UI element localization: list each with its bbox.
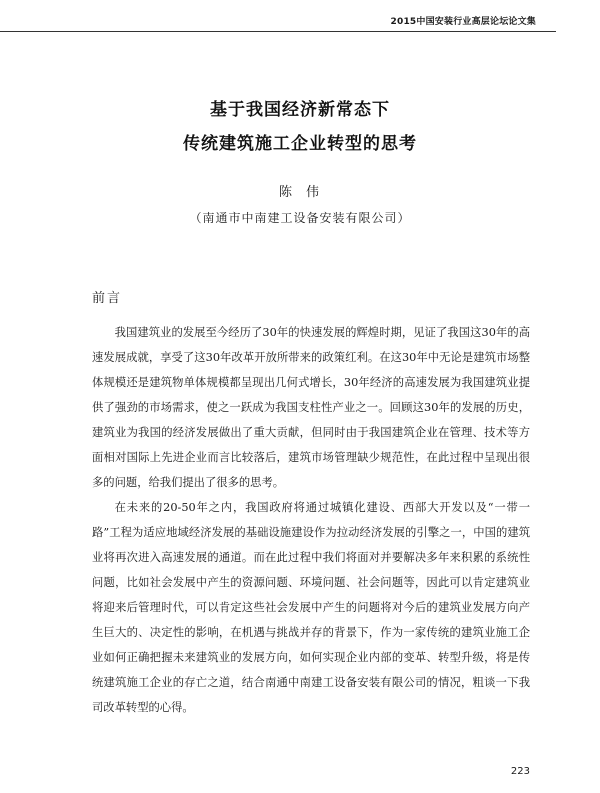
section-heading-preface: 前言: [92, 291, 123, 306]
article-title-line-1: 基于我国经济新常态下: [210, 100, 390, 120]
running-header: 2015中国安装行业高层论坛论文集: [390, 17, 536, 27]
article-title-line-2: 传统建筑施工企业转型的思考: [183, 134, 417, 154]
author-name: 陈伟: [278, 185, 333, 200]
paragraph-1: 我国建筑业的发展至今经历了30年的快速发展的辉煌时期，见证了我国这30年的高速发展成就，享受了这30年改革开放所带来的政策红利。在这30年中无论是建筑市场整体规模还是建筑物单体规模都呈现出几何式增长，30年经济的高速发展为我国建筑业提供了强劲的市场需求，使之一跃成为我国支柱性产业之一。回顾这30年的发展的历史，建筑业为我国的经济发展做出了重大贡献，但同时由于我国建筑企业在管理、技术等方面相对国际上先进企业而言比较落后，建筑市场管理缺少规范性，在此过程中呈现出很多的问题，给我们提出了很多的思考。: [92, 326, 530, 489]
body-text: [92, 320, 530, 720]
header-rule: [0, 31, 556, 32]
author-affiliation: （南通市中南建工设备安装有限公司）: [189, 211, 411, 225]
page-number: 223: [510, 766, 530, 777]
paragraph-2: 在未来的20-50年之内，我国政府将通过城镇化建设、西部大开发以及“一带一路”工程为适应地域经济发展的基础设施建设作为拉动经济发展的引擎之一，中国的建筑业将再次进入高速发展的通道。而在此过程中我们将面对并要解决多年来积累的系统性问题，比如社会发展中产生的资源问题、环境问题、社会问题等，因此可以肯定建筑业将迎来后管理时代，可以肯定这些社会发展中产生的问题将对今后的建筑业发展方向产生巨大的、决定性的影响，在机遇与挑战并存的背景下，作为一家传统的建筑业施工企业如何正确把握未来建筑业的发展方向，如何实现企业内部的变革、转型升级，将是传统建筑施工企业的存亡之道，结合南通中南建工设备安装有限公司的情况，粗谈一下我司改革转型的心得。: [92, 501, 530, 714]
